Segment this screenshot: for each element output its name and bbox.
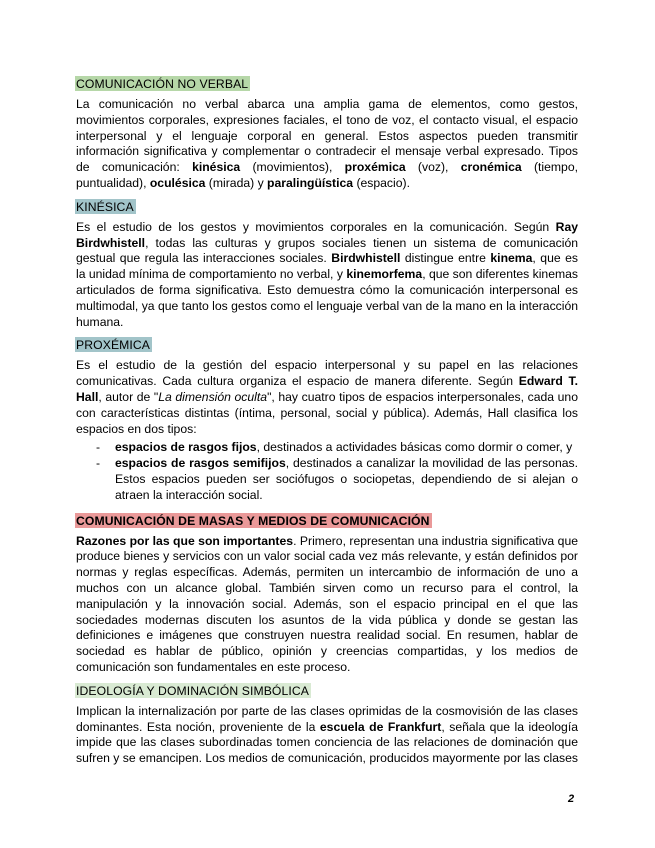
italic-text: La dimensión oculta bbox=[158, 389, 268, 404]
list-item bbox=[76, 440, 578, 456]
section-heading: KINÉSICA bbox=[76, 199, 134, 214]
section-paragraph bbox=[76, 534, 578, 676]
text-run: . Primero, representan una industria significativa que produce bienes y servicios con un valor social cada vez más relevante, y están definidos por normas y reglas específicas. Además, permiten un intercambio de información de uno a muchos con un alcance global. También sirven como un recurso para el control, la manipulación y la innovación social. Además, son el espacio principal en el que las sociedades modernas discuten los asuntos de la vida pública y donde se gestan las definiciones e imágenes que construyen nuestra realidad social. En resumen, hablar de sociedad es hablar de público, opinión y creencias compartidas, y los medios de comunicación son fundamentales en este proceso. bbox=[76, 533, 578, 674]
text-run: (mirada) y bbox=[205, 175, 268, 190]
list-item bbox=[76, 456, 578, 503]
section-paragraph bbox=[76, 358, 578, 437]
page-number: 2 bbox=[568, 793, 575, 805]
bold-text: proxémica bbox=[344, 160, 406, 175]
bold-text: cronémica bbox=[460, 160, 522, 175]
text-run: (espacio). bbox=[353, 175, 410, 190]
list-item-text bbox=[115, 440, 572, 454]
text-run: La comunicación no verbal abarca una amplia gama de elementos, como gestos, movimientos corporales, expresiones faciales, el tono de voz, el contacto visual, el espacio interpersonal y el lenguaje corporal en general. Estos aspectos pueden transmitir información significativa y complementar o contradecir el mensaje verbal expresado. Tipos de comunicación: bbox=[76, 97, 578, 175]
bold-text: paralingüística bbox=[267, 175, 354, 190]
text-run: Es el estudio de los gestos y movimientos corporales en la comunicación. Según bbox=[76, 219, 556, 234]
section-comunicacion-no-verbal bbox=[76, 76, 578, 192]
section-heading: IDEOLOGÍA Y DOMINACIÓN SIMBÓLICA bbox=[76, 683, 310, 698]
list-item-text bbox=[115, 456, 578, 502]
text-run: , todas las culturas y grupos sociales tienen un sistema de comunicación gestual que regula las interacciones sociales. bbox=[76, 235, 578, 266]
text-run: , destinados a actividades básicas como dormir o comer, y bbox=[256, 440, 573, 455]
section-heading: COMUNICACIÓN NO VERBAL bbox=[76, 77, 249, 91]
bold-text: espacios de rasgos semifijos bbox=[115, 456, 286, 471]
section-proxemica bbox=[76, 337, 578, 503]
text-run: (movimientos), bbox=[240, 160, 345, 175]
bold-text: espacios de rasgos fijos bbox=[115, 440, 257, 455]
bold-text: kinemorfema bbox=[346, 267, 423, 282]
text-run: , que son diferentes kinemas articulados de forma significativa. Esto demuestra cómo la comunicación interpersonal es multimodal, ya que tanto los gestos como el lenguaje verbal van de la mano en la interacción humana. bbox=[76, 267, 579, 329]
section-ideologia bbox=[76, 683, 578, 767]
text-run: , destinados a canalizar la movilidad de las personas. Estos espacios pueden ser sociófugos o sociopetas, dependiendo de si alejan o atraen la interacción social. bbox=[115, 456, 578, 502]
text-run: (tiempo, puntualidad), bbox=[76, 160, 578, 190]
bold-text: Edward T. Hall bbox=[76, 374, 578, 404]
text-run: , que es la unidad mínima de comportamiento no verbal, y bbox=[76, 251, 578, 282]
bold-text: Ray Birdwhistell bbox=[76, 219, 578, 250]
text-run: ", hay cuatro tipos de espacios interpersonales, cada uno con características distintas (íntima, personal, social y pública). Además, Hall clasifica los espacios en dos tipos: bbox=[76, 389, 578, 436]
bold-text: oculésica bbox=[149, 175, 206, 190]
text-run: (voz), bbox=[405, 160, 461, 175]
text-run: Es el estudio de la gestión del espacio interpersonal y su papel en las relaciones comunicativas. Cada cultura organiza el espacio de manera diferente. Según bbox=[76, 358, 578, 389]
text-run: , señala que la ideología impide que las clases subordinadas tomen conciencia de las relaciones de dominación que sufren y se emancipen. Los medios de comunicación, producidos mayormente por las clases bbox=[76, 719, 578, 766]
dash-bullet: - bbox=[96, 456, 101, 471]
section-comunicacion-de-masas bbox=[76, 513, 578, 676]
page-content bbox=[76, 76, 578, 774]
section-paragraph bbox=[76, 704, 578, 767]
section-heading: COMUNICACIÓN DE MASAS Y MEDIOS DE COMUNICACIÓN bbox=[76, 513, 430, 528]
text-run: Implican la internalización por parte de las clases oprimidas de la cosmovisión de las clases dominantes. Esta noción, proveniente de la bbox=[76, 703, 578, 734]
section-heading: PROXÉMICA bbox=[76, 338, 151, 353]
bold-text: kinésica bbox=[192, 160, 241, 175]
bold-text: kinema bbox=[490, 251, 533, 266]
text-run: distingue entre bbox=[400, 251, 491, 266]
section-paragraph bbox=[76, 97, 578, 192]
bold-text: Razones por las que son importantes bbox=[76, 533, 294, 548]
text-run: , autor de " bbox=[98, 389, 159, 404]
dash-bullet: - bbox=[96, 440, 101, 455]
dash-list bbox=[76, 440, 578, 503]
bold-text: Birdwhistell bbox=[331, 251, 401, 266]
section-kinesica bbox=[76, 199, 578, 331]
section-paragraph bbox=[76, 220, 578, 331]
bold-text: escuela de Frankfurt bbox=[319, 719, 442, 734]
